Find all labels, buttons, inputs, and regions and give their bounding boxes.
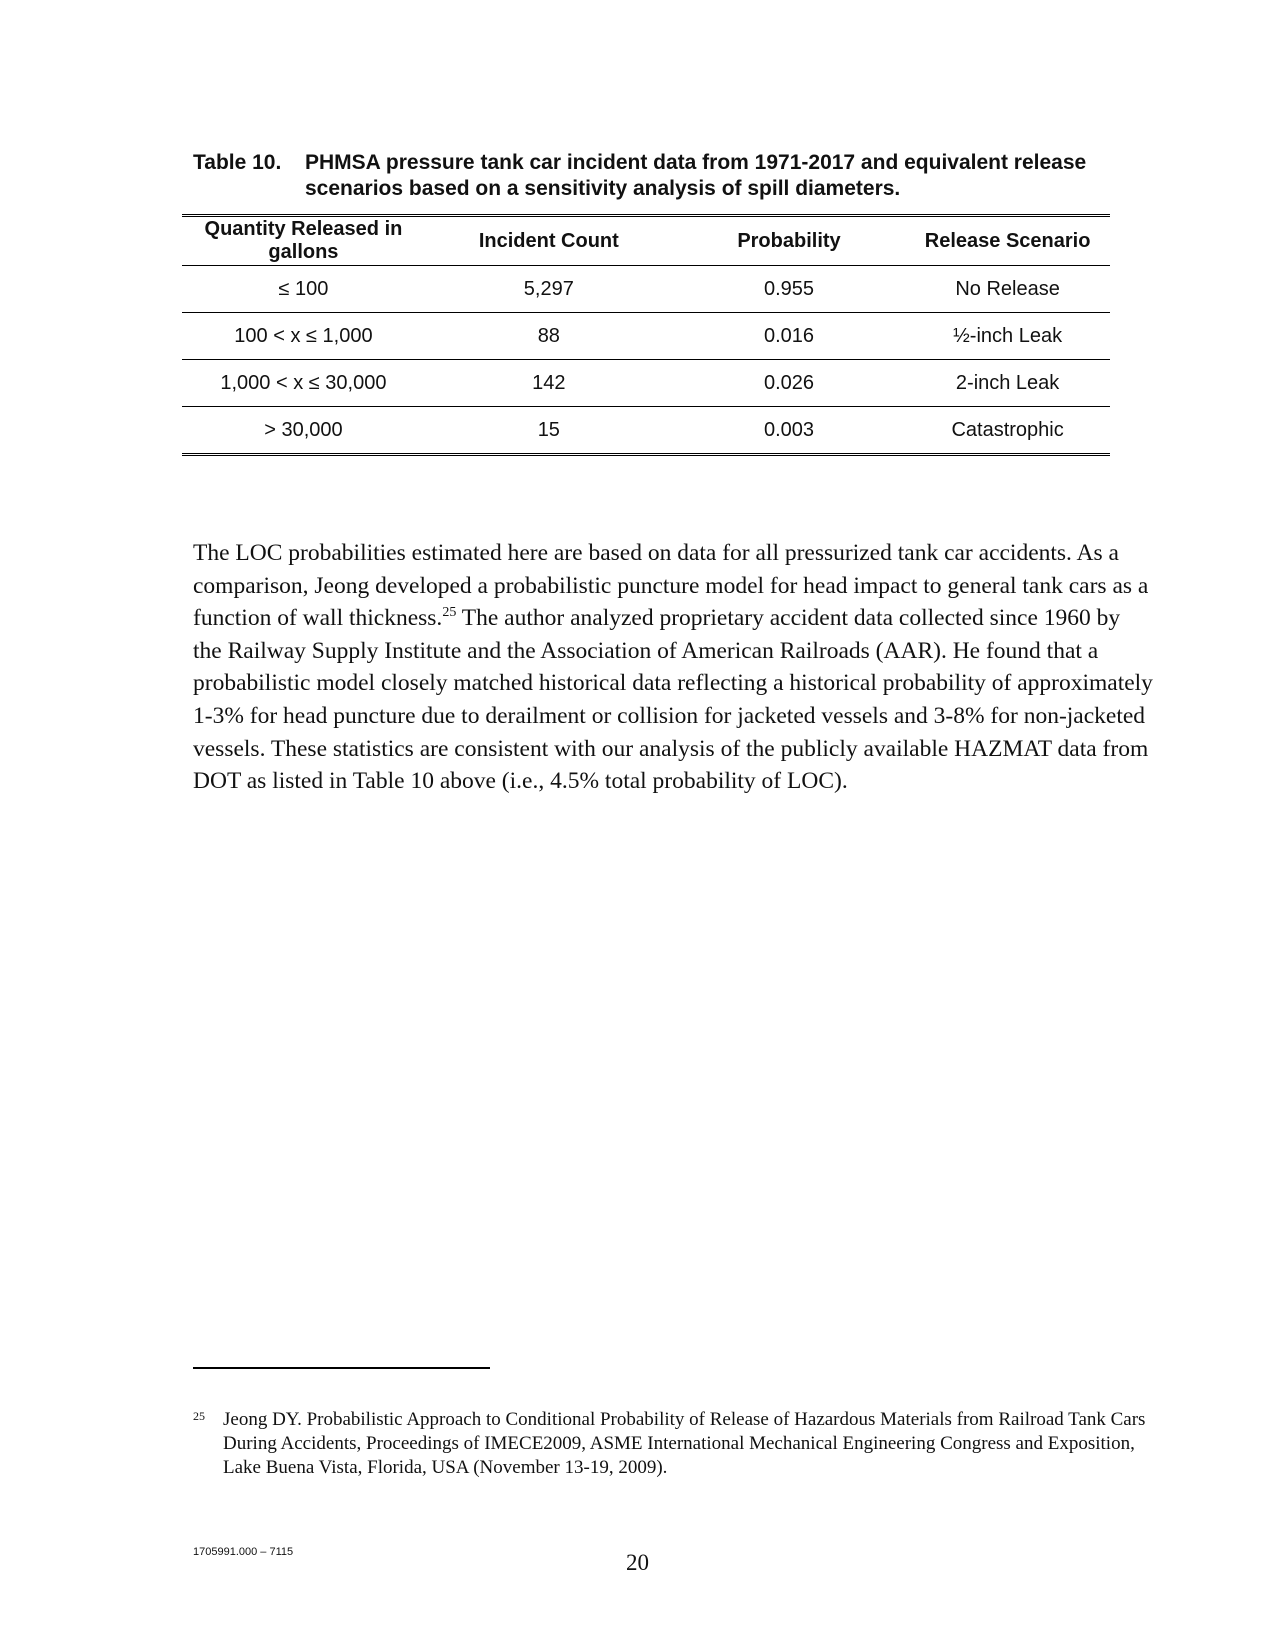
cell-probability: 0.003: [763, 418, 815, 441]
cell-count: 142: [425, 360, 673, 407]
footnote-separator: [193, 1367, 490, 1369]
footnote-text: Jeong DY. Probabilistic Approach to Conditional Probability of Release of Hazardous Materials from Railroad Tank Cars During Accidents, Proceedings of IMECE2009, ASME International Mechanical Engineering Congress and Exposition, Lake Buena Vista, Florida, USA (November 13-19, 2009).: [223, 1409, 1146, 1478]
cell-scenario: Catastrophic: [951, 418, 1064, 441]
cell-count: 88: [425, 313, 673, 360]
table-row: [182, 313, 1110, 360]
cell-quantity: ≤ 100: [182, 266, 425, 313]
cell-scenario: No Release: [905, 266, 1110, 313]
cell-quantity: 100 < x ≤ 1,000: [182, 313, 425, 360]
body-text-part2: The author analyzed proprietary accident data collected since 1960 by the Railway Supply Institute and the Association of American Railroads (AAR). He found that a probabilistic model closely matched historical data reflecting a historical probability of approximately 1-3% for head puncture due to derailment or collision for jacketed vessels and 3-8% for non-jacketed vessels. These statistics are consistent with our analysis of the publicly available HAZMAT data from DOT as listed in Table 10 above (i.e., 4.5% total probability of LOC).: [193, 605, 1153, 795]
body-paragraph: [193, 537, 1153, 798]
header-incident-count: Incident Count: [425, 216, 673, 266]
cell-quantity: > 30,000: [264, 418, 343, 441]
table-row: [182, 407, 1110, 455]
cell-probability: 0.026: [673, 360, 905, 407]
table-row: [182, 266, 1110, 313]
footnote: [193, 1408, 1153, 1480]
document-id: 1705991.000 – 7115: [193, 1546, 294, 1558]
header-probability: Probability: [673, 216, 905, 266]
footnote-reference[interactable]: 25: [442, 605, 457, 621]
cell-scenario: ½-inch Leak: [905, 313, 1110, 360]
cell-probability: 0.016: [673, 313, 905, 360]
cell-probability: 0.955: [673, 266, 905, 313]
page-number: 20: [626, 1550, 649, 1575]
table-row: [182, 360, 1110, 407]
cell-count: 15: [537, 418, 560, 441]
body-text-part1: The LOC probabilities estimated here are based on data for all pressurized tank car accidents. As a comparison, Jeong developed a probabilistic puncture model for head impact to general tank cars as a function of wall thickness.: [193, 540, 1149, 632]
table-caption-text: PHMSA pressure tank car incident data from 1971-2017 and equivalent release scenarios based on a sensitivity analysis of spill diameters.: [305, 151, 1087, 200]
incident-data-table: [182, 214, 1110, 456]
header-quantity-released: Quantity Released in gallons: [182, 216, 425, 266]
footnote-number: 25: [193, 1409, 205, 1423]
table-caption: [193, 150, 1163, 202]
cell-scenario: 2-inch Leak: [905, 360, 1110, 407]
header-release-scenario: Release Scenario: [905, 216, 1110, 266]
table-header-row: [182, 216, 1110, 266]
cell-count: 5,297: [425, 266, 673, 313]
cell-quantity: 1,000 < x ≤ 30,000: [182, 360, 425, 407]
table-caption-label: Table 10.: [193, 151, 282, 174]
